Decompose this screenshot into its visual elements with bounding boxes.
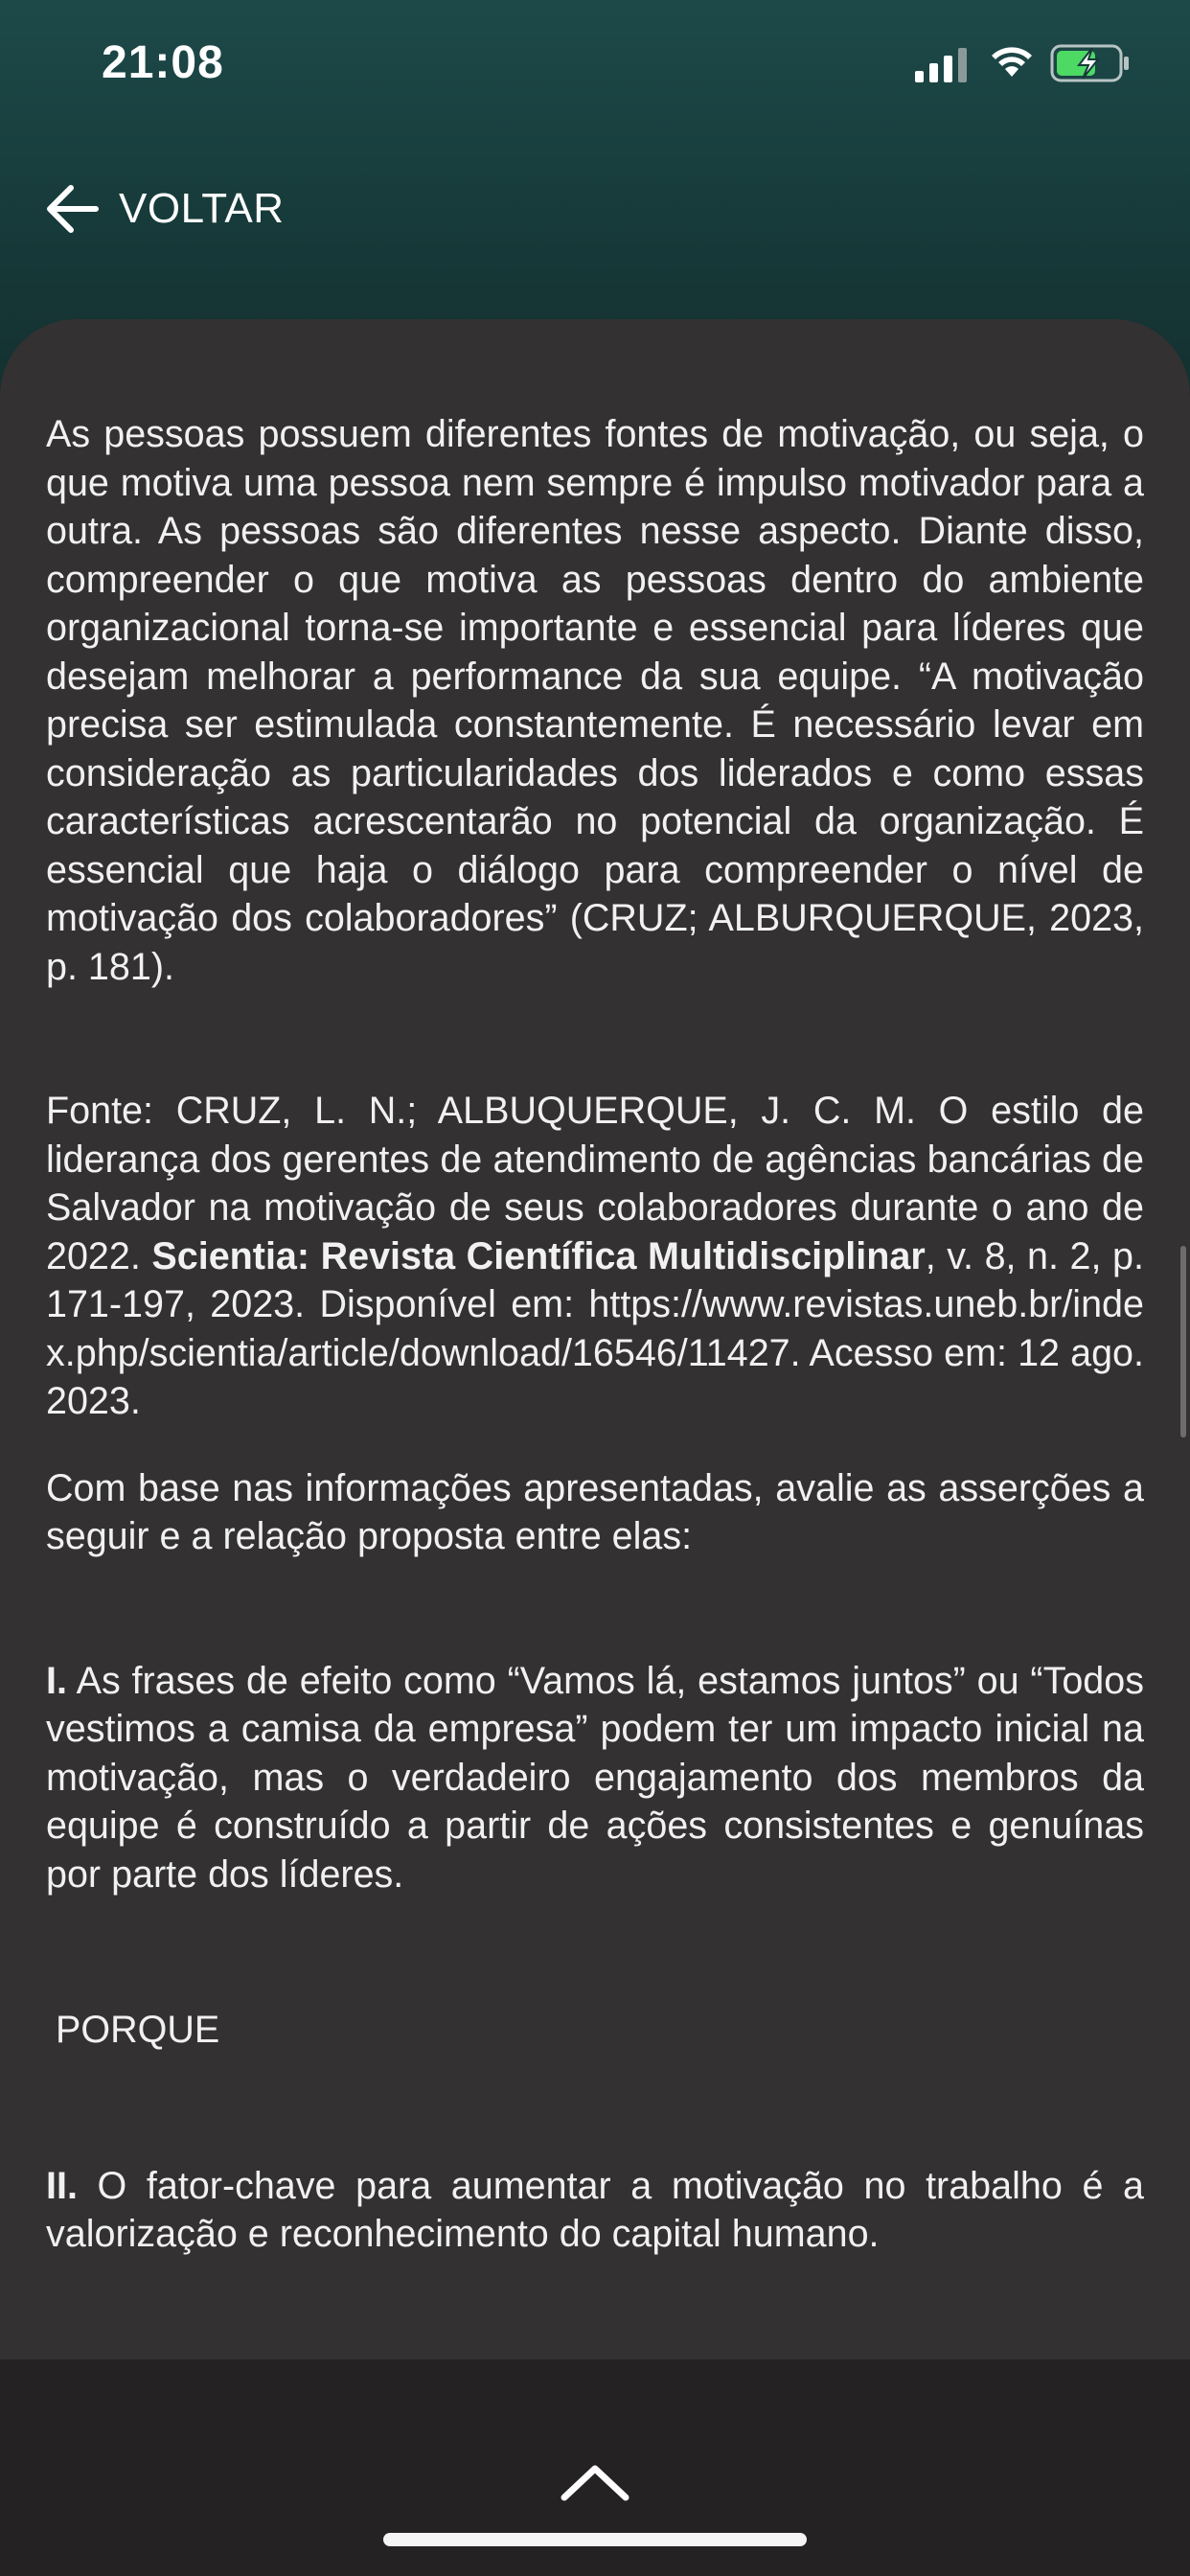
assertion-2-text: O fator-chave para aumentar a motivação no trabalho é a valorização e reconhecimento do capital humano.: [46, 2164, 1144, 2255]
back-label: VOLTAR: [119, 185, 285, 232]
assertion-2: [46, 2162, 1144, 2259]
status-time: 21:08: [102, 37, 224, 88]
question-prompt: Com base nas informações apresentadas, avalie as asserções a seguir e a relação proposta entre elas:: [46, 1466, 1144, 1557]
context-paragraph: As pessoas possuem diferentes fontes de motivação, ou seja, o que motiva uma pessoa nem sempre é impulso motivador para a outra. As pessoas são diferentes nesse aspecto. Diante disso, compreender o que motiva as pessoas dentro do ambiente organizacional torna-se importante e essencial para líderes que desejam melhorar a performance da sua equipe. “A motivação precisa ser estimulada constantemente. É necessário levar em consideração as particularidades dos liderados e como essas características acrescentarão no potencial da organização. É essencial que haja o diálogo para compreender o nível de motivação dos colaboradores” (CRUZ; ALBURQUERQUE, 2023, p. 181).: [46, 413, 1144, 988]
assertion-1: [46, 1657, 1144, 1899]
wifi-icon: [989, 42, 1035, 80]
assertion-2-label: II.: [46, 2164, 78, 2207]
source-citation: [46, 1087, 1144, 1426]
status-bar: [0, 0, 1190, 115]
assertion-connector: PORQUE: [56, 2009, 220, 2051]
back-button[interactable]: [42, 175, 285, 242]
battery-charging-icon: [1050, 42, 1131, 84]
source-journal: Scientia: Revista Científica Multidisciplinar: [151, 1234, 926, 1277]
question-content: [46, 410, 1144, 2259]
home-indicator[interactable]: [383, 2533, 807, 2546]
arrow-left-icon: [42, 182, 100, 236]
assertion-1-text: As frases de efeito como “Vamos lá, estamos juntos” ou “Todos vestimos a camisa da empresa” podem ter um impacto inicial na motivação, mas o verdadeiro engajamento dos membros da equipe é construído a partir de ações consistentes e genuínas por parte dos líderes.: [46, 1659, 1144, 1896]
scrollbar[interactable]: [1180, 1246, 1186, 1438]
chevron-up-icon[interactable]: [559, 2461, 631, 2503]
assertion-1-label: I.: [46, 1659, 67, 1702]
cellular-signal-icon: [913, 46, 971, 84]
source-suffix: , v. 8, n. 2, p. 171-197, 2023. Disponível em: https://www.revistas.uneb.br/index.php/scientia/article/download/16546/11427. Acesso em: 12 ago. 2023.: [46, 1234, 1144, 1422]
source-prefix: Fonte: CRUZ, L. N.; ALBUQUERQUE, J. C. M. O estilo de liderança dos gerentes de atendimento de agências bancárias de Salvador na motivação de seus colaboradores durante o ano de 2022.: [46, 1090, 1144, 1277]
